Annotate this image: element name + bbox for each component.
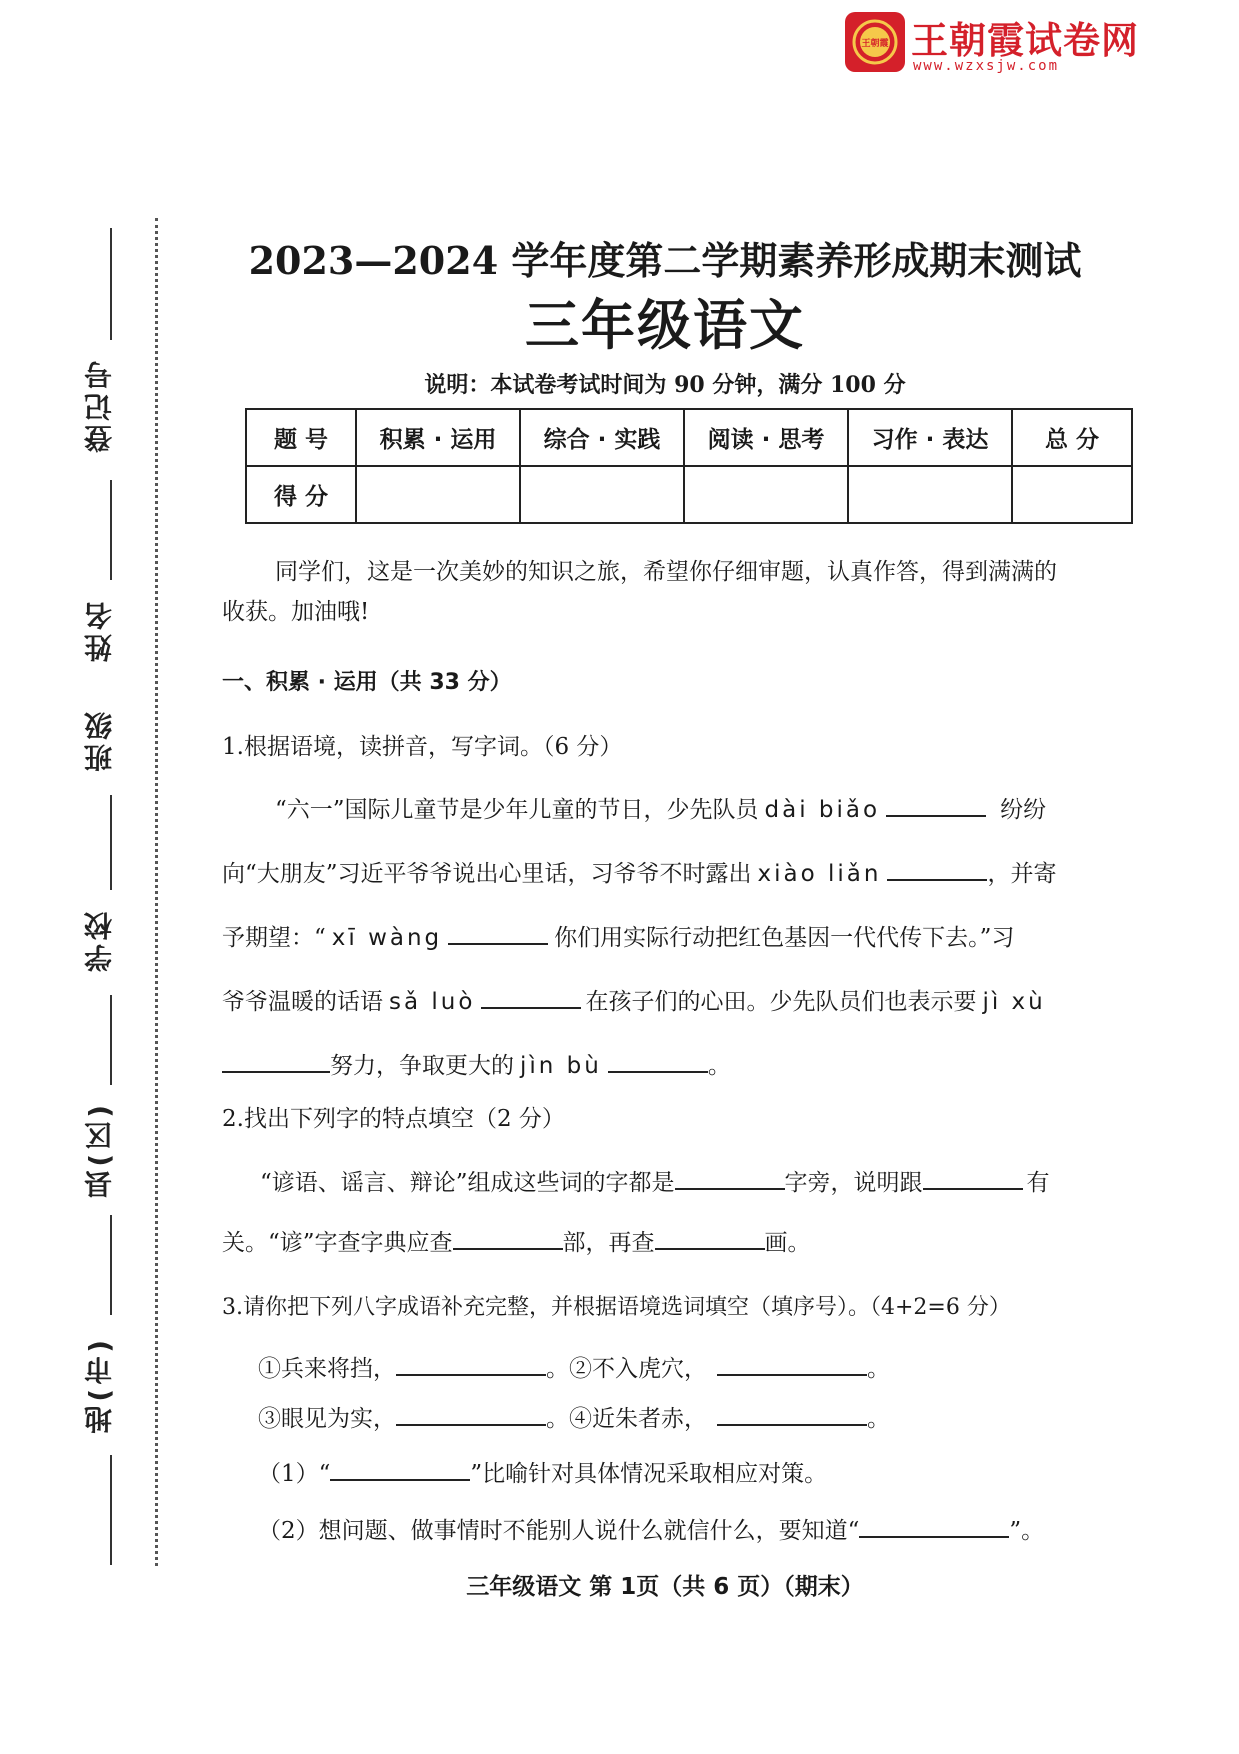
score-cell-writing[interactable] <box>848 466 1012 523</box>
class-label: 班级 <box>83 708 116 772</box>
answer-blank[interactable] <box>608 1045 708 1073</box>
q2-line-2 <box>222 1222 811 1257</box>
pinyin-xiwang: xī wàng <box>331 925 443 951</box>
answer-blank[interactable] <box>886 789 986 817</box>
row-label-score: 得 分 <box>246 466 356 523</box>
q3-idiom-row-1 <box>258 1348 890 1383</box>
exam-note: 说明：本试卷考试时间为 90 分钟，满分 100 分 <box>424 372 906 398</box>
intro-line-1: 同学们，这是一次美妙的知识之旅，希望你仔细审题，认真作答，得到满满的 <box>275 559 1057 585</box>
registration-field <box>70 345 130 465</box>
period: 。 <box>867 1406 890 1432</box>
score-table <box>245 408 1133 524</box>
score-cell-practice[interactable] <box>520 466 684 523</box>
answer-blank[interactable] <box>481 981 581 1009</box>
q3-text: （2）想问题、做事情时不能别人说什么就信什么，要知道“ <box>258 1518 860 1544</box>
q1-text: 你们用实际行动把红色基因一代代传下去。”习 <box>554 925 1015 951</box>
pinyin-xiaolian: xiào liǎn <box>757 861 882 887</box>
exam-title: 2023—2024 学年度第二学期素养形成期末测试 <box>248 238 1082 283</box>
q2-text: 有 <box>1026 1170 1050 1196</box>
county-blank <box>110 1215 112 1315</box>
q3-text: ”比喻针对具体情况采取相应对策。 <box>470 1461 828 1487</box>
q3-title: 3.请你把下列八字成语补充完整，并根据语境选词填空（填序号）。（4+2=6 分） <box>222 1295 1011 1320</box>
q2-line-1 <box>260 1162 1050 1197</box>
intro-line-2: 收获。加油哦! <box>222 599 370 625</box>
q1-text: 向“大朋友”习近平爷爷说出心里话，习爷爷不时露出 <box>222 861 752 887</box>
q1-line-2 <box>222 853 1056 888</box>
city-blank <box>110 1455 112 1565</box>
subject-title: 三年级语文 <box>525 293 805 357</box>
q1-line-3 <box>222 917 1014 952</box>
idiom-1: ①兵来将挡， <box>258 1356 396 1382</box>
q2-text: 关。“谚”字查字典应查 <box>222 1230 453 1256</box>
pinyin-jixu: jì xù <box>982 989 1046 1015</box>
watermark-url: www.wzxsjw.com <box>913 58 1060 74</box>
q2-text: 画。 <box>764 1230 811 1256</box>
school-field <box>70 895 130 985</box>
county-field <box>70 1090 130 1210</box>
score-table-score-row <box>246 466 1132 523</box>
q1-text: 纷纷 <box>1000 797 1047 823</box>
answer-blank[interactable] <box>655 1222 765 1250</box>
registration-label: 登记号 <box>83 357 116 453</box>
q1-line-5 <box>222 1045 731 1080</box>
school-label: 学校 <box>83 908 116 972</box>
score-cell-accumulation[interactable] <box>356 466 520 523</box>
score-table-header-row <box>246 409 1132 466</box>
idiom-4: ④近朱者赤， <box>569 1406 707 1432</box>
q1-line-1 <box>275 789 1046 824</box>
period: 。 <box>546 1406 569 1432</box>
binding-dotted-line <box>155 218 158 1566</box>
col-total: 总 分 <box>1012 409 1132 466</box>
q1-title: 1.根据语境，读拼音，写字词。（6 分） <box>222 734 623 760</box>
period: 。 <box>546 1356 569 1382</box>
row-label-number: 题 号 <box>246 409 356 466</box>
school-blank <box>110 995 112 1085</box>
q3-text: （1）“ <box>258 1461 331 1487</box>
answer-blank[interactable] <box>222 1045 330 1073</box>
period: 。 <box>867 1356 890 1382</box>
idiom-2: ②不入虎穴， <box>569 1356 707 1382</box>
col-practice: 综合 · 实践 <box>520 409 684 466</box>
name-field <box>70 585 130 675</box>
col-reading: 阅读 · 思考 <box>684 409 848 466</box>
q3-idiom-row-2 <box>258 1398 890 1433</box>
city-field <box>70 1320 130 1450</box>
pinyin-saluo: sǎ luò <box>389 989 476 1015</box>
q2-text: “谚语、谣言、辩论”组成这些词的字都是 <box>260 1170 675 1196</box>
answer-blank[interactable] <box>396 1398 546 1426</box>
section-1-heading: 一、积累 · 运用（共 33 分） <box>222 670 512 695</box>
q1-text: 努力，争取更大的 <box>330 1053 514 1079</box>
q1-text: 予期望：“ <box>222 925 326 951</box>
answer-blank[interactable] <box>887 853 987 881</box>
answer-blank[interactable] <box>675 1162 785 1190</box>
answer-blank[interactable] <box>859 1510 1009 1538</box>
answer-blank[interactable] <box>453 1222 563 1250</box>
pinyin-daibiao: dài biǎo <box>764 797 881 823</box>
watermark-name: 王朝霞试卷网 <box>911 19 1139 62</box>
answer-blank[interactable] <box>923 1162 1023 1190</box>
seal-text: 王朝霞 <box>861 39 889 49</box>
page-footer: 三年级语文 第 1页（共 6 页）（期末） <box>466 1574 864 1600</box>
q1-text: 在孩子们的心田。少先队员们也表示要 <box>585 989 977 1015</box>
idiom-3: ③眼见为实， <box>258 1406 396 1432</box>
answer-blank[interactable] <box>717 1398 867 1426</box>
q3-subquestion-2 <box>258 1510 1044 1545</box>
name-label: 姓名 <box>83 598 116 662</box>
q1-text: 。 <box>707 1053 731 1079</box>
q3-text: ”。 <box>1009 1518 1045 1544</box>
class-field <box>70 695 130 785</box>
answer-blank[interactable] <box>448 917 548 945</box>
answer-blank[interactable] <box>330 1453 470 1481</box>
q2-text: 部，再查 <box>562 1230 655 1256</box>
pinyin-jinbu: jìn bù <box>520 1053 602 1079</box>
city-label: 地(市) <box>83 1336 116 1434</box>
answer-blank[interactable] <box>717 1348 867 1376</box>
q1-text: “六一”国际儿童节是少年儿童的节日，少先队员 <box>275 797 759 823</box>
class-blank <box>110 795 112 890</box>
q1-line-4 <box>222 981 1052 1016</box>
col-writing: 习作 · 表达 <box>848 409 1012 466</box>
q1-text: 爷爷温暖的话语 <box>222 989 383 1015</box>
q2-title: 2.找出下列字的特点填空（2 分） <box>222 1106 565 1132</box>
q3-subquestion-1 <box>258 1453 827 1488</box>
watermark-logo <box>845 8 1225 76</box>
col-accumulation: 积累 · 运用 <box>356 409 520 466</box>
name-blank <box>110 480 112 580</box>
seal-icon <box>845 12 905 72</box>
registration-blank <box>110 228 112 340</box>
score-cell-reading[interactable] <box>684 466 848 523</box>
county-label: 县(区) <box>83 1101 116 1199</box>
q1-text: ，并寄 <box>987 861 1057 887</box>
q2-text: 字旁，说明跟 <box>784 1170 923 1196</box>
answer-blank[interactable] <box>396 1348 546 1376</box>
score-cell-total[interactable] <box>1012 466 1132 523</box>
